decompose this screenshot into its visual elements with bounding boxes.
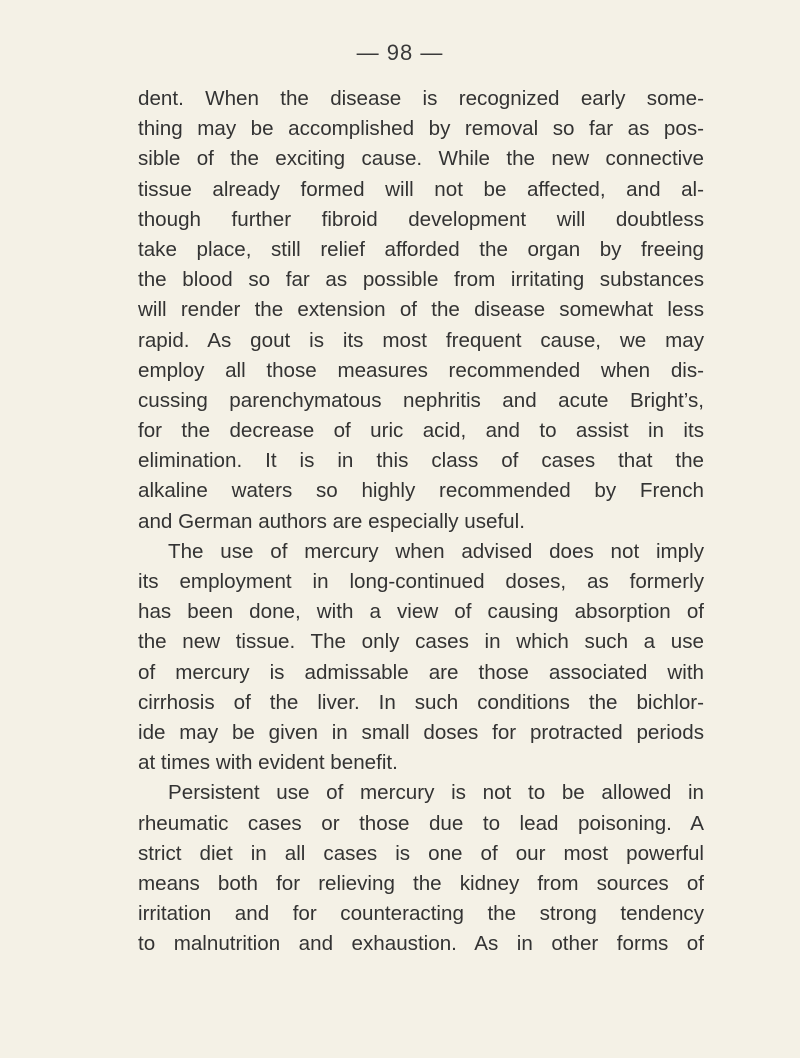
text-line: alkaline waters so highly recommended by French <box>138 479 704 503</box>
text-line: cirrhosis of the liver. In such conditions the bichlor- <box>138 690 704 714</box>
text-line: Persistent use of mercury is not to be allowed in <box>168 781 704 805</box>
text-line: tissue already formed will not be affected, and al- <box>138 177 704 201</box>
text-line: though further fibroid development will doubtless <box>138 207 704 231</box>
text-line: ide may be given in small doses for protracted periods <box>138 720 704 744</box>
text-line: employ all those measures recommended when dis- <box>138 358 704 382</box>
text-line: dent. When the disease is recognized early some- <box>138 87 704 110</box>
text-line: the blood so far as possible from irritating substances <box>138 268 704 292</box>
text-line: for the decrease of uric acid, and to assist in its <box>138 419 704 443</box>
text-line: thing may be accomplished by removal so far as pos- <box>138 117 704 141</box>
text-line: rheumatic cases or those due to lead poisoning. A <box>138 811 704 835</box>
text-line: to malnutrition and exhaustion. As in other forms of <box>138 932 704 956</box>
text-line: means both for relieving the kidney from sources of <box>138 871 704 895</box>
text-line: and German authors are especially useful. <box>138 509 525 533</box>
text-line: will render the extension of the disease somewhat less <box>138 298 704 322</box>
text-line: irritation and for counteracting the strong tendency <box>138 902 704 926</box>
text-line: sible of the exciting cause. While the new connective <box>138 147 704 171</box>
text-line: has been done, with a view of causing absorption of <box>138 600 704 624</box>
text-line: the new tissue. The only cases in which such a use <box>138 630 704 654</box>
text-line: its employment in long-continued doses, as formerly <box>138 570 704 593</box>
text-line: elimination. It is in this class of cases that the <box>138 449 704 473</box>
text-line: cussing parenchymatous nephritis and acute Bright’s, <box>138 388 704 412</box>
text-line: take place, still relief afforded the organ by freeing <box>138 237 704 261</box>
body-text <box>138 84 704 959</box>
text-line: of mercury is admissable are those associated with <box>138 660 704 684</box>
page-number: — 98 — <box>356 40 444 65</box>
text-line: strict diet in all cases is one of our most powerful <box>138 841 704 865</box>
text-line: The use of mercury when advised does not imply <box>168 539 704 563</box>
text-line: rapid. As gout is its most frequent cause, we may <box>138 328 704 352</box>
text-line: at times with evident benefit. <box>138 751 398 775</box>
